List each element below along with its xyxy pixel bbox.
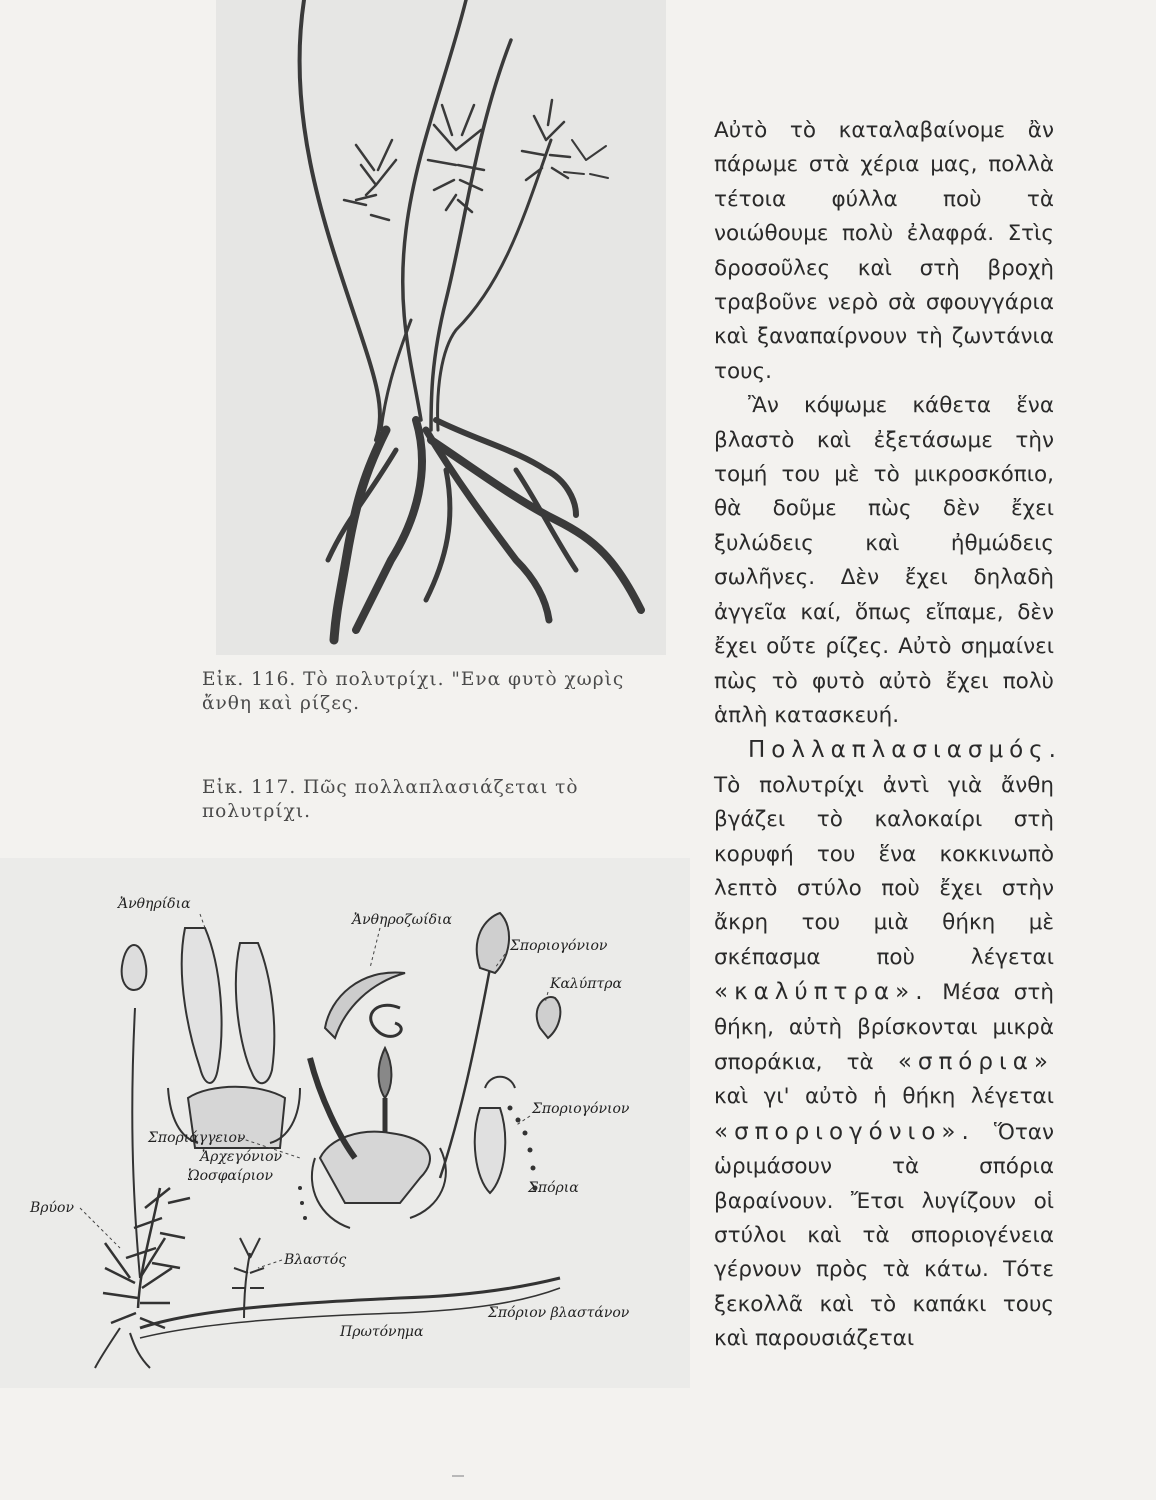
label-antherozoidia: Ἀνθηροζωίδια bbox=[352, 912, 452, 928]
label-bryon: Βρύον bbox=[30, 1200, 74, 1216]
label-sporogonion-top: Σποριογόνιον bbox=[510, 938, 608, 954]
figure-117-diagram bbox=[0, 858, 690, 1388]
body-text-column bbox=[714, 114, 1062, 1357]
label-vlastos: Βλαστός bbox=[284, 1252, 347, 1268]
section-heading: Πολλαπλασιασμός. bbox=[748, 737, 1062, 764]
paragraph-1: Αὐτὸ τὸ καταλαβαίνομε ἂν πάρωμε στὰ χέρια μας, πολλὰ τέτοια φύλλα ποὺ τὰ νοιώθουμε πολὺ ἐλαφρά. Στὶς δροσοῦλες καὶ στὴ βροχὴ τραβοῦνε νερὸ σὰ σφουγγάρια καὶ ξαναπαίρνουν τὴ ζωντάνια τους. bbox=[714, 118, 1054, 384]
paragraph-3-text: Τὸ πολυτρίχι ἀντὶ γιὰ ἄνθη βγάζει τὸ καλοκαίρι στὴ κορυφή του ἕνα κοκκινωπὸ λεπτὸ στύλο ποὺ ἔχει στὴν ἄκρη του μιὰ θήκη μὲ σκέπασμα ποὺ λέγεται bbox=[714, 772, 1054, 970]
moss-stalk bbox=[132, 1008, 140, 1278]
figure-116-photo bbox=[216, 0, 666, 655]
label-oosphairion: Ὠοσφαίριον bbox=[188, 1168, 273, 1184]
figure-117-caption: Εἰκ. 117. Πῶς πολλαπλασιάζεται τὸ πολυτρίχι. bbox=[202, 777, 579, 822]
label-sporangeion: Σποριάγγειον bbox=[148, 1130, 246, 1146]
paragraph-3b-text: Μέσα στὴ θήκη, αὐτὴ βρίσκονται μικρὰ σποράκια, τὰ bbox=[714, 980, 1054, 1075]
moss-plant-illustration bbox=[216, 0, 666, 655]
figure-116-caption: Εἰκ. 116. Τὸ πολυτρίχι. "Ενα φυτὸ χωρὶς ἄνθη καὶ ρίζες. bbox=[202, 669, 625, 714]
term-sporia: «σπόρια» bbox=[897, 1048, 1054, 1075]
page-mark bbox=[452, 1475, 464, 1477]
label-kalyptra: Καλύπτρα bbox=[550, 976, 622, 992]
label-archegonion: Ἀρχεγόνιον bbox=[200, 1149, 283, 1165]
paragraph-3 bbox=[714, 733, 1062, 1356]
paragraph-3c-text: καὶ γι' αὐτὸ ἡ θήκη λέγεται bbox=[714, 1084, 1054, 1110]
label-protonema: Πρωτόνημα bbox=[340, 1324, 424, 1340]
term-kalyptra: «καλύπτρα». bbox=[714, 979, 929, 1006]
paragraph-2: Ἂν κόψωμε κάθετα ἕνα βλαστὸ καὶ ἐξετάσωμε τὴν τομή του μὲ τὸ μικροσκόπιο, θὰ δοῦμε πὼς δὲν ἔχει ξυλώδεις καὶ ἠθμώδεις σωλῆνες. Δὲν ἔχει δηλαδὴ ἀγγεῖα καί, ὅπως εἴπαμε, δὲν ἔχει οὔτε ρίζες. Αὐτὸ σημαίνει πὼς τὸ φυτὸ αὐτὸ ἔχει πολὺ ἁπλὴ κατασκευή. bbox=[714, 393, 1054, 728]
label-sporiou-vlastanon: Σπόριον βλαστάνον bbox=[488, 1305, 630, 1321]
label-sporia: Σπόρια bbox=[528, 1180, 579, 1196]
label-sporogonion-mid: Σποριογόνιον bbox=[532, 1101, 630, 1117]
paragraph-3d-text: Ὅταν ὡριμάσουν τὰ σπόρια βαραίνουν. Ἔτσι λυγίζουν οἱ στύλοι καὶ τὰ σποριογένεια γέρνουν πρὸς τὰ κάτω. Τότε ξεκολλᾶ καὶ τὸ καπάκι τους καὶ παρουσιάζεται bbox=[714, 1119, 1054, 1352]
label-antheridia: Ἀνθηρίδια bbox=[118, 896, 191, 912]
term-sporogonio: «σποριογόνιο». bbox=[714, 1118, 975, 1145]
